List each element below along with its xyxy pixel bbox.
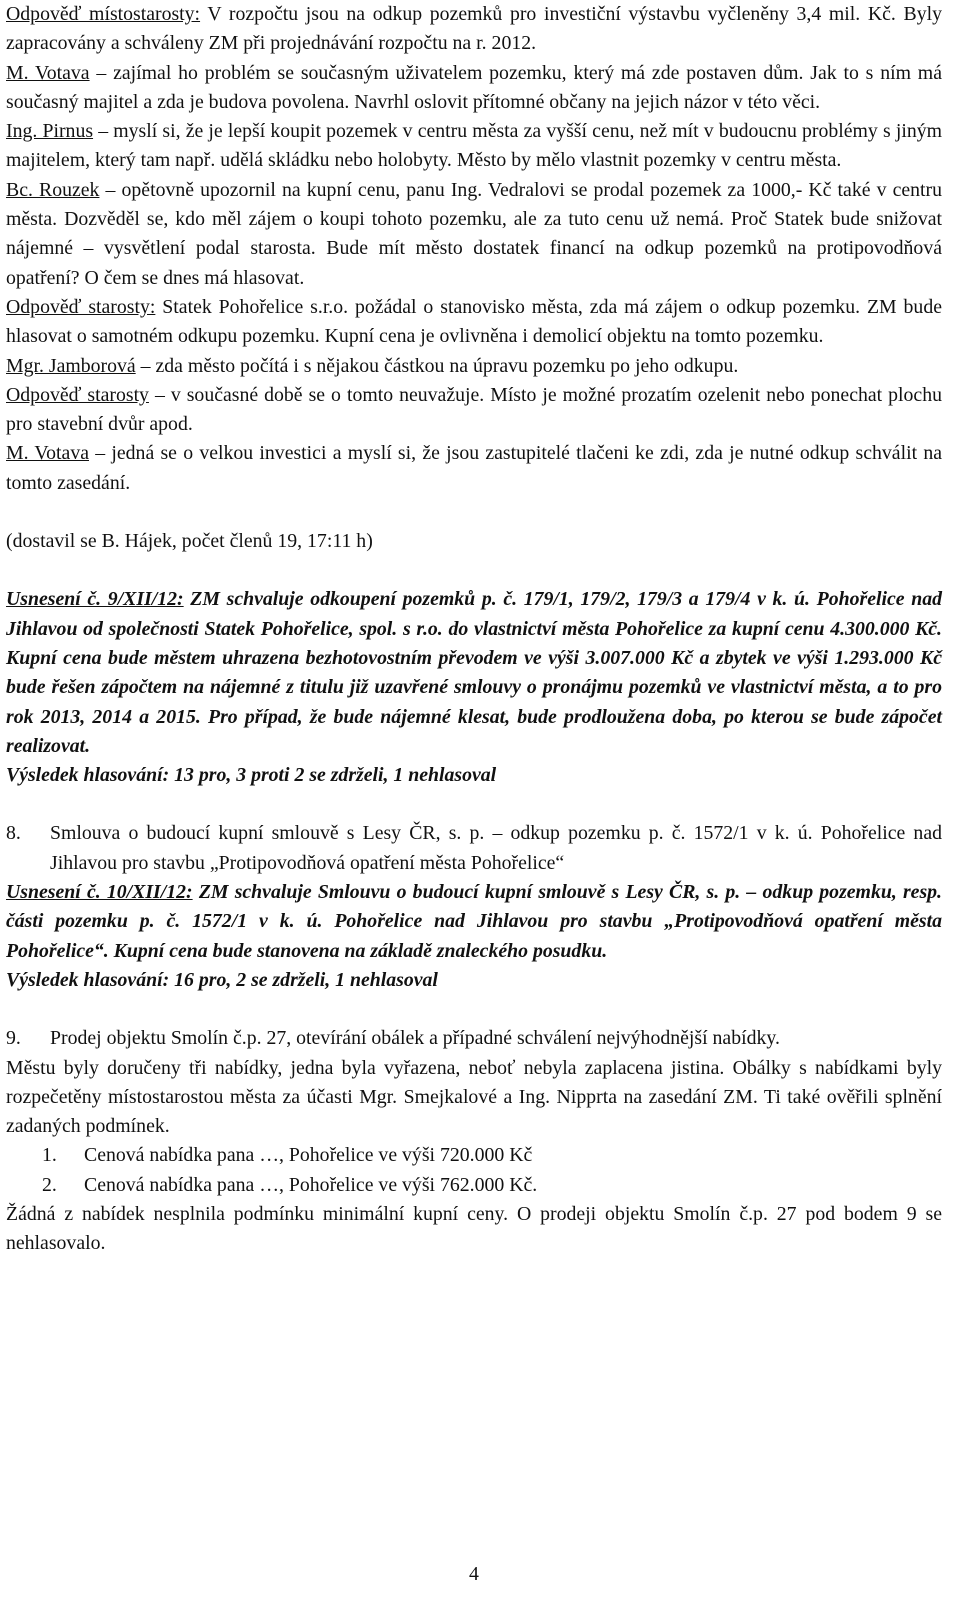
- item-number: 8.: [6, 822, 21, 845]
- offer-text: Cenová nabídka pana …, Pohořelice ve výši 762.000 Kč.: [84, 1173, 538, 1196]
- paragraph-pirnus: [6, 117, 942, 176]
- speaker-label: Odpověď starosty:: [6, 295, 156, 318]
- resolution-10: [6, 878, 942, 966]
- paragraph-text: V rozpočtu jsou na odkup pozemků pro investiční výstavbu vyčleněny 3,4 mil. Kč. Byly zapracovány a schváleny ZM při projednávání rozpočtu na r. 2012.: [6, 3, 942, 55]
- item-number: 9.: [6, 1027, 21, 1050]
- vote-result-9: Výsledek hlasování: 13 pro, 3 proti 2 se zdrželi, 1 nehlasoval: [6, 764, 497, 787]
- arrival-note: (dostavil se B. Hájek, počet členů 19, 17:11 h): [6, 530, 373, 553]
- paragraph-deputy-mayor-answer: [6, 0, 942, 59]
- paragraph-mayor-answer: [6, 293, 942, 352]
- resolution-label: Usnesení č. 10/XII/12:: [6, 881, 193, 904]
- spacer: [6, 995, 942, 1024]
- paragraph-text: – zda město počítá i s nějakou částkou na úpravu pozemku po jeho odkupu.: [135, 354, 739, 377]
- paragraph-rouzek: [6, 176, 942, 293]
- offer-item: [6, 1171, 942, 1200]
- document-page: [6, 0, 942, 1585]
- speaker-label: Bc. Rouzek: [6, 178, 100, 201]
- offer-number: 1.: [42, 1144, 57, 1167]
- paragraph-jamborova: [6, 352, 942, 381]
- resolution-text: ZM schvaluje Smlouvu o budoucí kupní smlouvě s Lesy ČR, s. p. – odkup pozemku, resp. části pozemku p. č. 1572/1 v k. ú. Pohořelice nad Jihlavou pro stavbu „Protipovodňová opatření města Pohořelice“. Kupní cena bude stanovena na základě znaleckého posudku.: [6, 881, 942, 962]
- speaker-label: Odpověď místostarosty:: [6, 3, 201, 25]
- page-number: 4: [469, 1563, 479, 1585]
- resolution-text: ZM schvaluje odkoupení pozemků p. č. 179/1, 179/2, 179/3 a 179/4 v k. ú. Pohořelice nad Jihlavou od společnosti Statek Pohořelice, spol. s r.o. do vlastnictví města Pohořelice za kupní cenu 4.300.000 Kč. Kupní cena bude městem uhrazena bezhotovostním převodem ve výši 3.007.000 Kč a zbytek ve výši 1.293.000 Kč bude řešen zápočtem na nájemné z titulu již uzavřené smlouvy o pronájmu pozemků ve vlastnictví města, a to pro rok 2013, 2014 a 2015. Pro případ, že bude nájemné klesat, bude prodloužena doba, po kterou se bude zápočet realizovat.: [6, 588, 942, 757]
- item-text: Smlouva o budoucí kupní smlouvě s Lesy ČR, s. p. – odkup pozemku p. č. 1572/1 v k. ú. Pohořelice nad Jihlavou pro stavbu „Protipovodňová opatření města Pohořelice“: [50, 822, 942, 874]
- resolution-9: [6, 585, 942, 761]
- item-9-body: Městu byly doručeny tři nabídky, jedna byla vyřazena, neboť nebyla zaplacena jistina. Obálky s nabídkami byly rozpečetěny místostarostou města za účasti Mgr. Smejkalové a Ing. Nipprta na zasedání ZM. Ti také ověřili splnění zadaných podmínek.: [6, 1056, 942, 1138]
- conclusion: Žádná z nabídek nesplnila podmínku minimální kupní ceny. O prodeji objektu Smolín č.p. 27 pod bodem 9 se nehlasovalo.: [6, 1202, 942, 1255]
- speaker-label: Odpověď starosty: [6, 383, 149, 406]
- offer-text: Cenová nabídka pana …, Pohořelice ve výši 720.000 Kč: [84, 1144, 533, 1167]
- vote-result-10: Výsledek hlasování: 16 pro, 2 se zdrželi, 1 nehlasoval: [6, 968, 438, 991]
- paragraph-text: – v současné době se o tomto neuvažuje. Místo je možné prozatím ozelenit nebo ponechat plochu pro stavební dvůr apod.: [6, 383, 942, 436]
- speaker-label: M. Votava: [6, 442, 89, 465]
- speaker-label: Mgr. Jamborová: [6, 354, 136, 377]
- paragraph-text: – opětovně upozornil na kupní cenu, panu Ing. Vedralovi se prodal pozemek za 1000,- Kč také v centru města. Dozvěděl se, kdo měl zájem o koupi tohoto pozemku, ale za tuto cenu už nemá. Proč Statek bude snižovat nájemné – vysvětlení podal starosta. Bude mít město dostatek financí na odkup pozemků na protipovodňová opatření? O čem se dnes má hlasovat.: [6, 178, 942, 289]
- spacer: [6, 790, 942, 819]
- paragraph-text: – zajímal ho problém se současným uživatelem pozemku, který má zde postaven dům. Jak to s ním má současný majitel a zda je budova povolena. Navrhl oslovit přítomné občany na jejich názor v této věci.: [6, 61, 942, 113]
- speaker-label: Ing. Pirnus: [6, 120, 94, 143]
- paragraph-text: Statek Pohořelice s.r.o. požádal o stanovisko města, zda má zájem o odkup pozemku. ZM bude hlasovat o samotném odkupu pozemku. Kupní cena je ovlivněna i demolicí objektu na tomto pozemku.: [6, 295, 942, 348]
- agenda-item-8: [6, 819, 942, 878]
- paragraph-text: – myslí si, že je lepší koupit pozemek v centru města za vyšší cenu, než mít v budoucnu problémy s jiným majitelem, který tam např. udělá skládku nebo holobyty. Město by mělo vlastnit pozemky v centru města.: [6, 120, 942, 172]
- speaker-label: M. Votava: [6, 61, 90, 84]
- paragraph-votava: [6, 59, 942, 118]
- spacer: [6, 556, 942, 585]
- paragraph-text: – jedná se o velkou investici a myslí si, že jsou zastupitelé tlačeni ke zdi, zda je nutné odkup schválit na tomto zasedání.: [6, 442, 942, 494]
- item-text: Prodej objektu Smolín č.p. 27, otevírání obálek a případné schválení nejvýhodnější nabídky.: [50, 1027, 780, 1050]
- offer-item: [6, 1141, 942, 1170]
- paragraph-votava-2: [6, 439, 942, 498]
- agenda-item-9: [6, 1024, 942, 1053]
- resolution-label: Usnesení č. 9/XII/12:: [6, 588, 184, 611]
- paragraph-mayor-answer-2: [6, 381, 942, 440]
- offer-number: 2.: [42, 1173, 57, 1196]
- spacer: [6, 498, 942, 527]
